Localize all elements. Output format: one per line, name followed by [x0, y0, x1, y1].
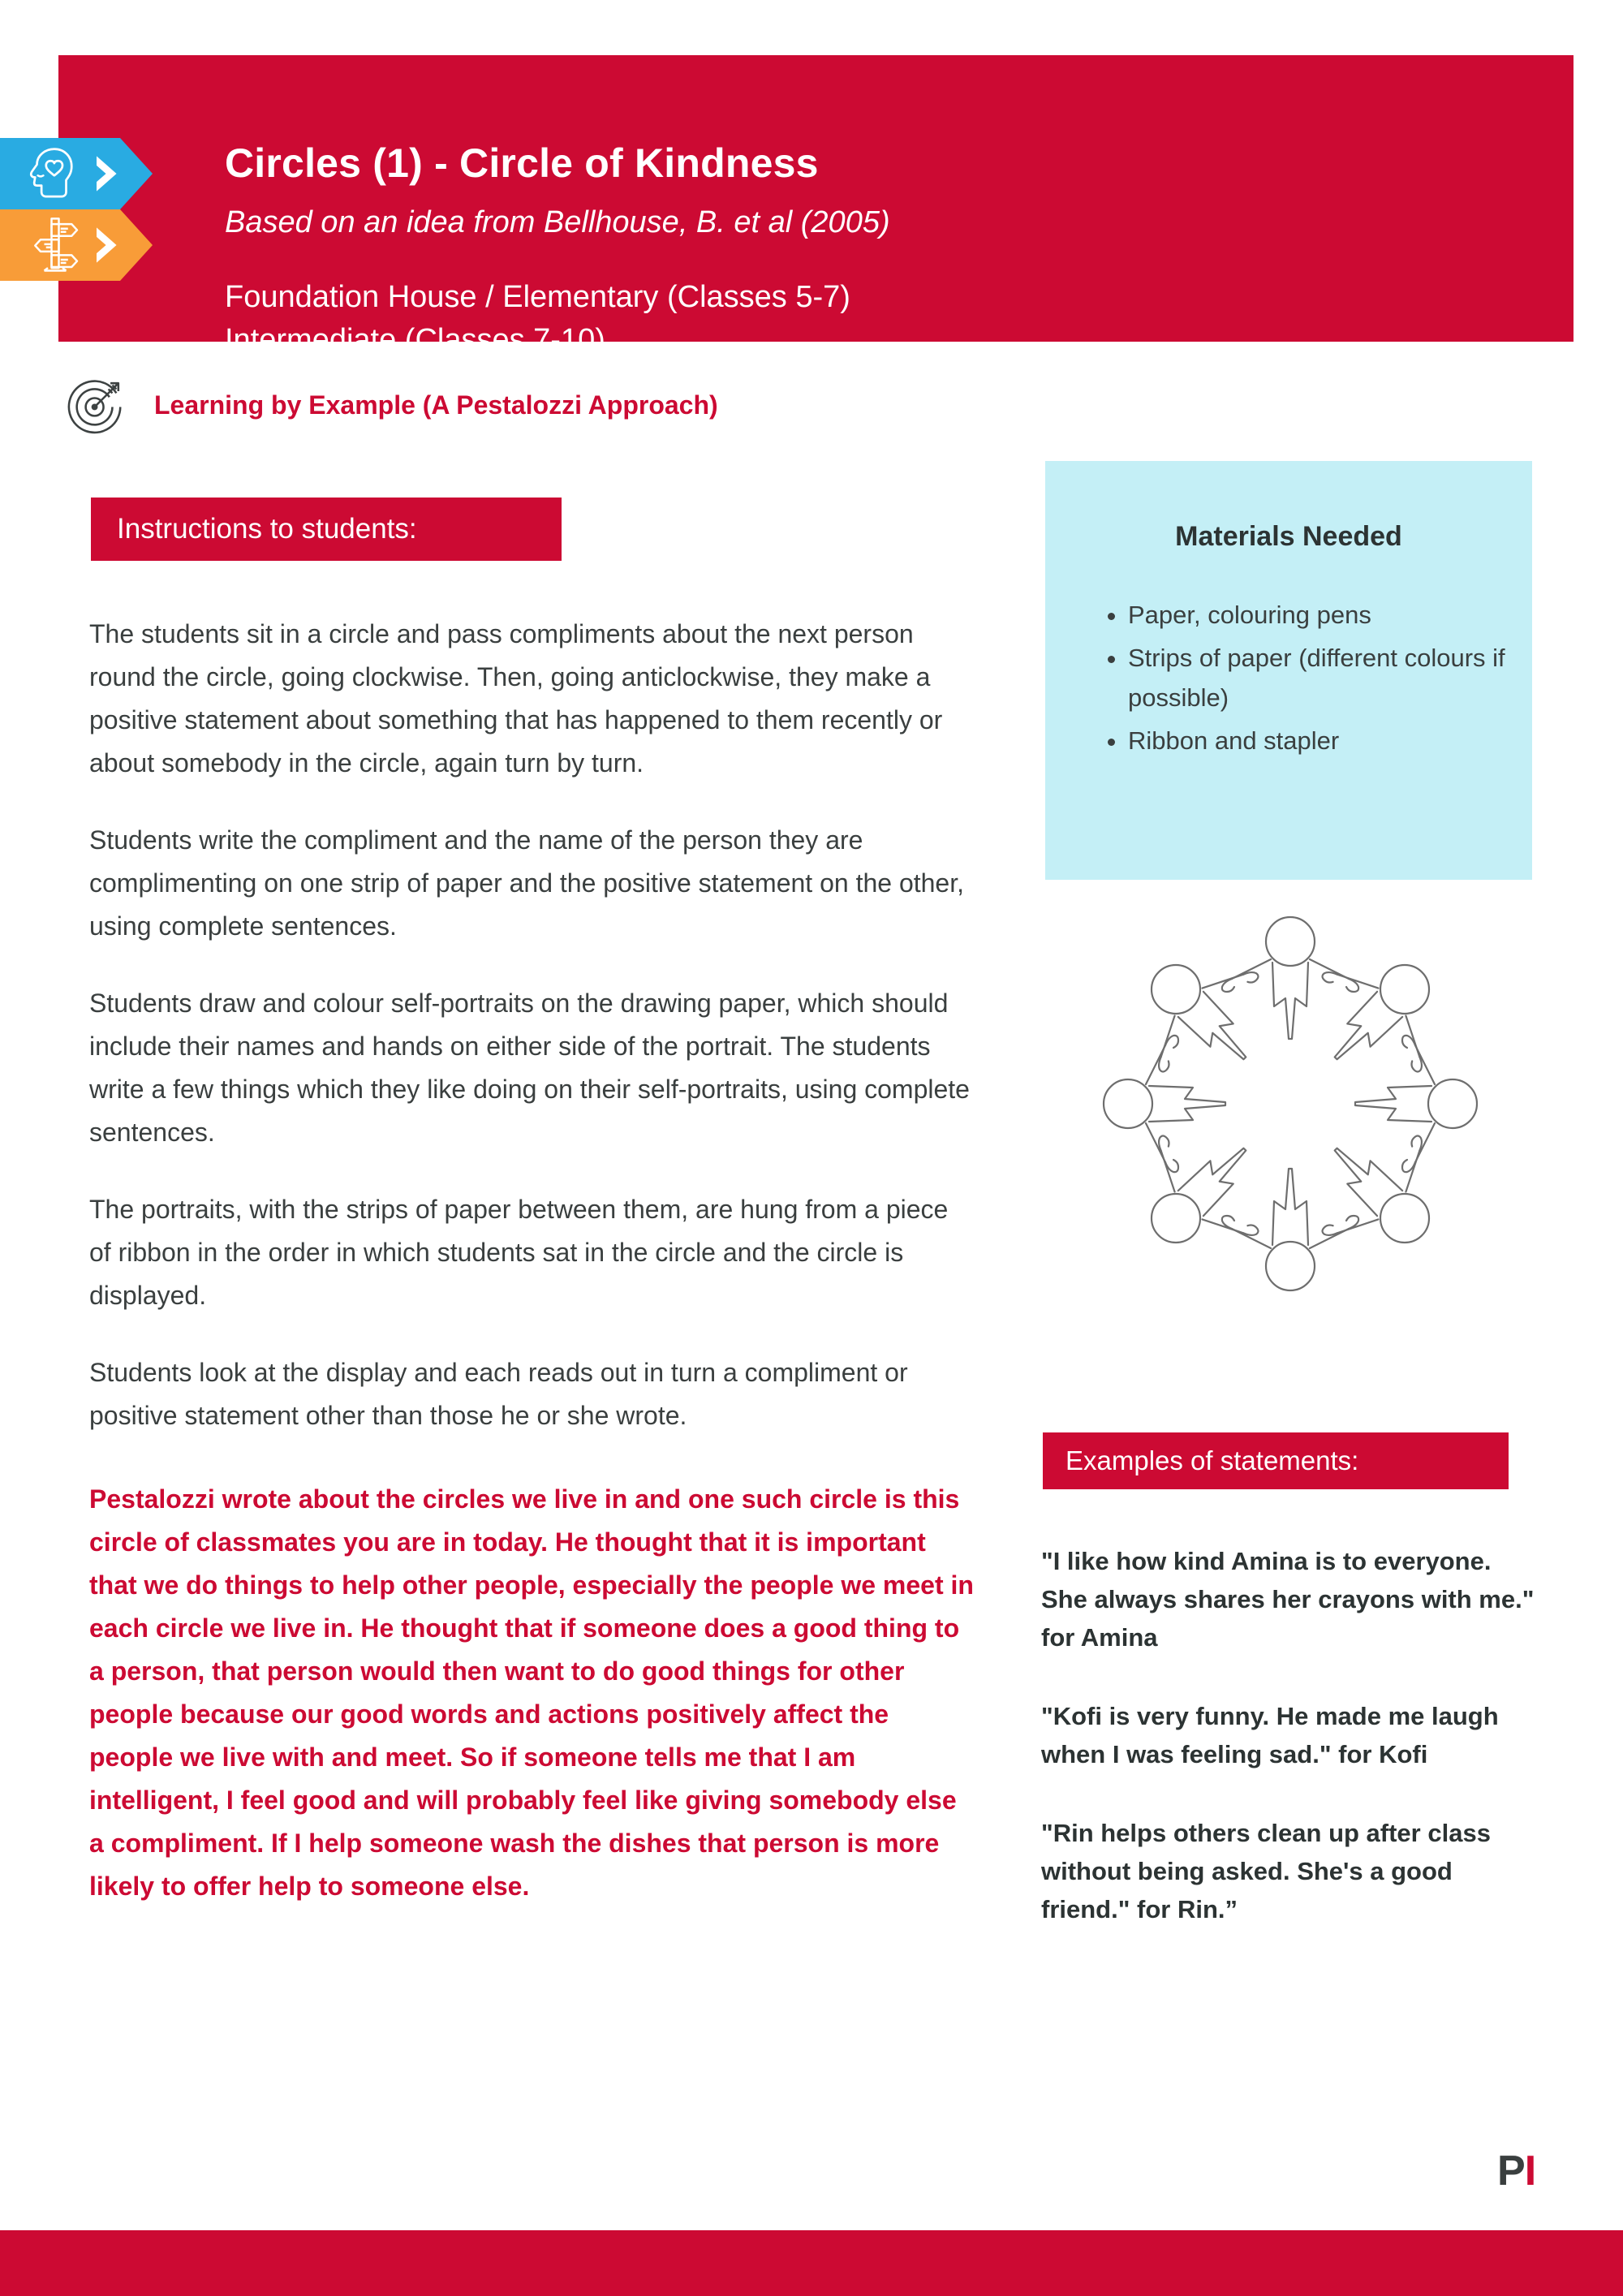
page-title: Circles (1) - Circle of Kindness — [225, 140, 819, 186]
header-banner — [58, 55, 1573, 357]
example-statement: "Rin helps others clean up after class without being asked. She's a good friend." for Rin.” — [1041, 1819, 1491, 1923]
pestalozzi-logo — [1497, 2147, 1535, 2195]
instruction-paragraph: Students look at the display and each reads out in turn a compliment or positive statement other than those he or she wrote. — [89, 1358, 908, 1430]
header-level-line-1: Foundation House / Elementary (Classes 5-7) — [225, 280, 850, 314]
chevron-right-icon — [88, 224, 127, 266]
header-tab-empathy — [0, 138, 153, 209]
list-item: • Ribbon and stapler — [1128, 721, 1532, 760]
materials-title: Materials Needed — [1175, 521, 1402, 552]
examples-banner-label: Examples of statements: — [1065, 1445, 1359, 1475]
logo-letter-p: P — [1497, 2147, 1525, 2195]
instructions-banner-label: Instructions to students: — [117, 513, 417, 545]
header-subtitle: Based on an idea from Bellhouse, B. et al (2005) — [225, 205, 890, 239]
pestalozzi-highlight-paragraph: Pestalozzi wrote about the circles we live in and one such circle is this circle of classmates you are in today. He thought that it is important that we do things to help other people, especially the people we meet in each circle we live in. He thought that if someone does a good thing to a person, that person would then want to do good things for other people because our good words and actions positively affect the people we live with and meet. So if someone tells me that I am intelligent, I feel good and will probably feel like giving somebody else a compliment. If I help someone wash the dishes that person is more likely to offer help to someone else. — [89, 1484, 974, 1901]
materials-list — [1097, 595, 1532, 760]
header-level-line-2: Intermediate (Classes 7-10) — [225, 323, 605, 357]
instruction-paragraph: The students sit in a circle and pass compliments about the next person round the circle, going clockwise. Then, going anticlockwise, they make a positive statement about something that has happened to them recently or about somebody in the circle, again turn by turn. — [89, 619, 943, 778]
footer-bar — [0, 2230, 1623, 2296]
instruction-paragraph: Students draw and colour self-portraits on the drawing paper, which should include their names and hands on either side of the portrait. The students write a few things which they like doing on their self-portraits, using complete sentences. — [89, 989, 970, 1147]
list-item: • Paper, colouring pens — [1128, 595, 1532, 635]
instruction-paragraph: The portraits, with the strips of paper between them, are hung from a piece of ribbon in the order in which students sat in the circle and the circle is displayed. — [89, 1195, 949, 1310]
example-statement: "I like how kind Amina is to everyone. She always shares her crayons with me." for Amina — [1041, 1547, 1535, 1652]
section-heading — [65, 373, 718, 437]
head-with-heart-icon — [26, 144, 84, 203]
header-tab-direction — [0, 209, 153, 281]
header-levels — [225, 276, 850, 362]
section-title-label: Learning by Example (A Pestalozzi Approach) — [154, 390, 718, 420]
instructions-banner — [91, 498, 562, 561]
list-item: • Strips of paper (different colours if possible) — [1128, 638, 1532, 717]
example-statement: "Kofi is very funny. He made me laugh when I was feeling sad." for Kofi — [1041, 1702, 1499, 1768]
instructions-body — [89, 613, 974, 1908]
target-with-arrow-icon — [65, 373, 128, 437]
logo-letter-i: I — [1524, 2147, 1536, 2195]
signpost-icon — [26, 216, 84, 274]
chevron-right-icon — [88, 153, 127, 195]
examples-banner — [1043, 1432, 1509, 1489]
instruction-paragraph: Students write the compliment and the name of the person they are complimenting on one strip of paper and the positive statement on the other, using complete sentences. — [89, 825, 964, 941]
examples-list — [1041, 1542, 1536, 1969]
children-holding-hands-circle-illustration — [1079, 893, 1501, 1347]
materials-needed-box — [1045, 461, 1532, 880]
